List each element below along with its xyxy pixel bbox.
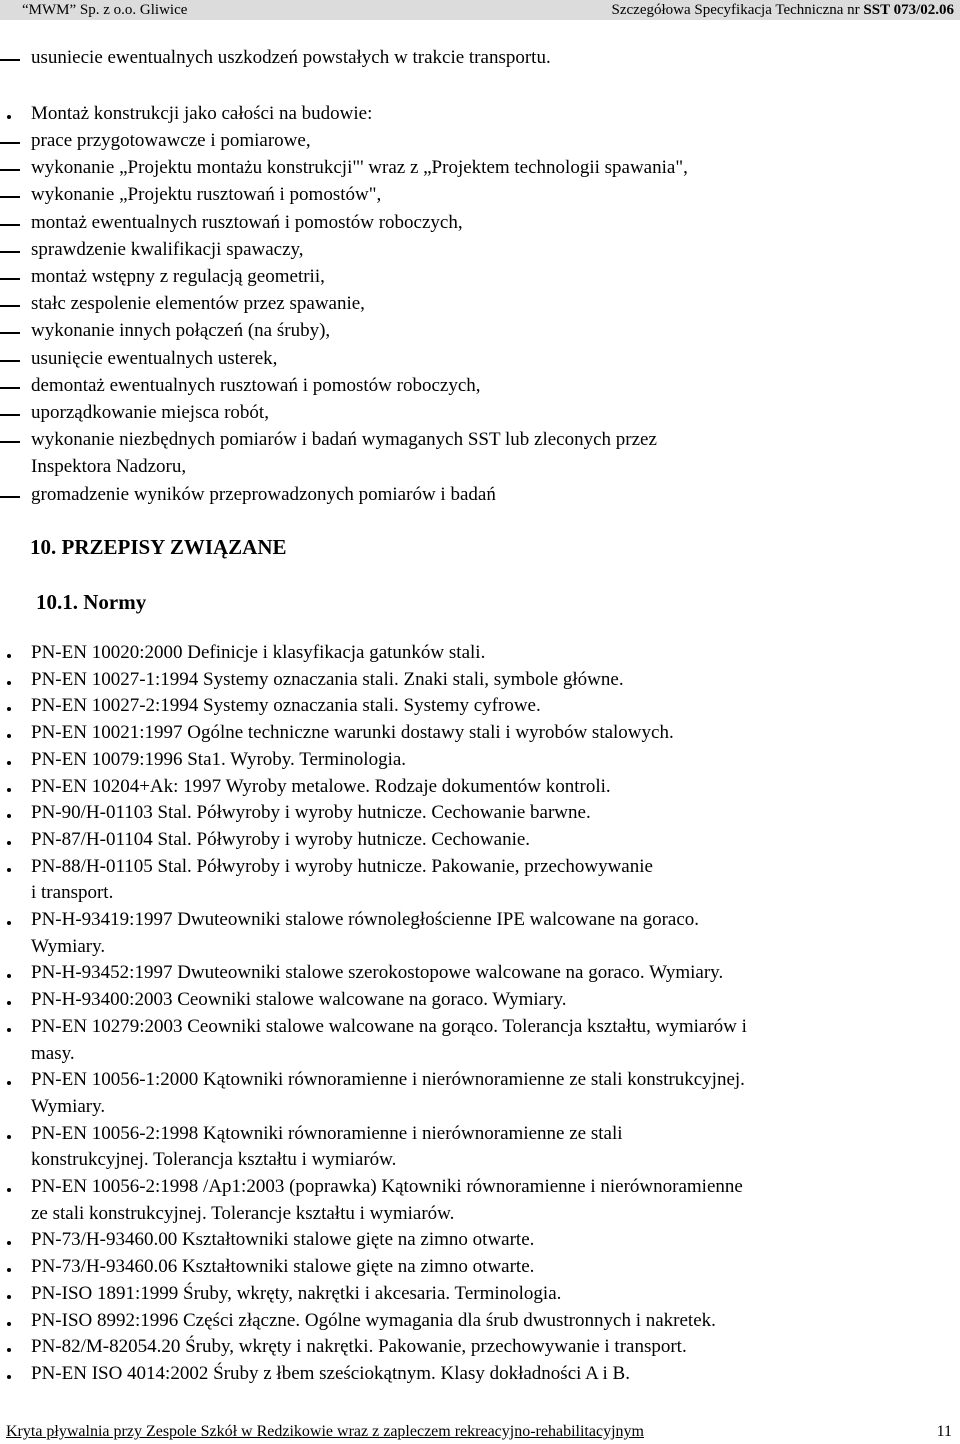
list-item: usunięcie ewentualnych usterek, — [31, 347, 278, 369]
norm-item-continuation: i transport. — [31, 882, 114, 904]
bullet-icon — [7, 788, 11, 792]
dash-marker-icon — [0, 496, 20, 498]
bullet-icon — [7, 654, 11, 658]
dash-marker-icon — [0, 387, 20, 389]
norm-item: PN-EN 10279:2003 Ceowniki stalowe walcowane na gorąco. Tolerancja kształtu, wymiarów i — [31, 1015, 747, 1037]
page-footer — [0, 1420, 960, 1444]
list-item: gromadzenie wyników przeprowadzonych pomiarów i badań — [31, 483, 496, 505]
list-item: wykonanie niezbędnych pomiarów i badań wymaganych SST lub zleconych przez — [31, 429, 657, 451]
bullet-icon — [7, 1295, 11, 1299]
bullet-icon — [7, 1322, 11, 1326]
bullet-icon — [7, 1348, 11, 1352]
list-item: demontaż ewentualnych rusztowań i pomostów roboczych, — [31, 374, 481, 396]
bullet-icon — [7, 707, 11, 711]
norm-item: PN-H-93452:1997 Dwuteowniki stalowe szerokostopowe walcowane na goraco. Wymiary. — [31, 962, 724, 984]
norm-item: PN-EN 10027-2:1994 Systemy oznaczania stali. Systemy cyfrowe. — [31, 695, 541, 717]
dash-marker-icon — [0, 169, 20, 171]
bullet-icon — [7, 1241, 11, 1245]
header-spec — [612, 0, 954, 20]
subsection-heading: 10.1. Normy — [36, 590, 147, 614]
header-spec-prefix: Szczegółowa Specyfikacja Techniczna nr — [611, 2, 864, 18]
bullet-icon — [7, 974, 11, 978]
dash-marker-icon — [0, 224, 20, 226]
bullet-icon — [7, 1001, 11, 1005]
header-spec-code: SST 073/02.06 — [863, 2, 954, 18]
list-item: montaż wstępny z regulacją geometrii, — [31, 266, 325, 287]
footer-project-title: Kryta pływalnia przy Zespole Szkół w Redzikowie wraz z zapleczem rekreacyjno-rehabilitacyjnym — [6, 1423, 644, 1440]
page-header — [0, 0, 960, 20]
norm-item: PN-88/H-01105 Stal. Półwyroby i wyroby hutnicze. Pakowanie, przechowywanie — [31, 855, 653, 877]
norm-item: PN-ISO 8992:1996 Części złączne. Ogólne wymagania dla śrub dwustronnych i nakretek. — [31, 1309, 716, 1331]
bullet-icon — [7, 1188, 11, 1192]
list-item: montaż ewentualnych rusztowań i pomostów roboczych, — [31, 211, 463, 233]
list-item: prace przygotowawcze i pomiarowe, — [31, 130, 311, 151]
norm-item-continuation: Wymiary. — [31, 935, 106, 957]
dash-marker-icon — [0, 196, 20, 198]
dash-marker-icon — [0, 360, 20, 362]
norm-item: PN-EN ISO 4014:2002 Śruby z łbem sześciokątnym. Klasy dokładności A i B. — [31, 1362, 630, 1384]
bullet-icon — [7, 734, 11, 738]
list-item: wykonanie „Projektu montażu konstrukcji"' wraz z „Projektem technologii spawania", — [31, 157, 688, 179]
norm-item: PN-87/H-01104 Stal. Półwyroby i wyroby hutnicze. Cechowanie. — [31, 828, 531, 850]
list-item: stałc zespolenie elementów przez spawanie, — [31, 293, 365, 315]
bullet-icon — [7, 761, 11, 765]
norm-item-continuation: konstrukcyjnej. Tolerancja kształtu i wymiarów. — [31, 1149, 397, 1171]
norm-item: PN-ISO 1891:1999 Śruby, wkręty, nakrętki i akcesaria. Terminologia. — [31, 1282, 562, 1304]
bullet-icon — [7, 1135, 11, 1139]
norm-item: PN-EN 10056-1:2000 Kątowniki równoramienne i nierównoramienne ze stali konstrukcyjnej. — [31, 1069, 745, 1091]
page-number: 11 — [936, 1423, 952, 1440]
norm-item: PN-EN 10056-2:1998 /Ap1:2003 (poprawka) Kątowniki równoramienne i nierównoramienne — [31, 1176, 743, 1197]
list-item: wykonanie innych połączeń (na śruby), — [31, 320, 331, 342]
list-item: sprawdzenie kwalifikacji spawaczy, — [31, 238, 304, 260]
bullet-icon — [7, 1375, 11, 1379]
header-company: “MWM” Sp. z o.o. Gliwice — [22, 2, 188, 18]
bullet-icon — [7, 814, 11, 818]
bullet-icon — [7, 868, 11, 872]
norm-item-continuation: Wymiary. — [31, 1095, 106, 1117]
dash-marker-icon — [0, 251, 20, 253]
dash-marker-icon — [0, 278, 20, 280]
norm-item: PN-H-93400:2003 Ceowniki stalowe walcowane na goraco. Wymiary. — [31, 989, 567, 1011]
norm-item: PN-90/H-01103 Stal. Półwyroby i wyroby hutnicze. Cechowanie barwne. — [31, 802, 591, 824]
bullet-icon — [7, 681, 11, 685]
dash-marker-icon — [0, 59, 20, 61]
norm-item: PN-73/H-93460.06 Kształtowniki stalowe gięte na zimno otwarte. — [31, 1256, 535, 1278]
norm-item: PN-82/M-82054.20 Śruby, wkręty i nakrętki. Pakowanie, przechowywanie i transport. — [31, 1336, 687, 1358]
bullet-icon — [7, 921, 11, 925]
list-item: usuniecie ewentualnych uszkodzeń powstałych w trakcie transportu. — [31, 47, 551, 68]
norm-item-continuation: ze stali konstrukcyjnej. Tolerancje kształtu i wymiarów. — [31, 1202, 455, 1224]
norm-item: PN-EN 10056-2:1998 Kątowniki równoramienne i nierównoramienne ze stali — [31, 1122, 623, 1144]
norm-item: PN-EN 10021:1997 Ogólne techniczne warunki dostawy stali i wyrobów stalowych. — [31, 722, 674, 744]
dash-marker-icon — [0, 414, 20, 416]
norm-item: PN-73/H-93460.00 Kształtowniki stalowe gięte na zimno otwarte. — [31, 1229, 535, 1251]
bullet-icon — [7, 1268, 11, 1272]
norm-item: PN-EN 10020:2000 Definicje i klasyfikacja gatunków stali. — [31, 642, 486, 663]
bullet-icon — [7, 1081, 11, 1085]
dash-marker-icon — [0, 305, 20, 307]
norm-item: PN-EN 10027-1:1994 Systemy oznaczania stali. Znaki stali, symbole główne. — [31, 668, 624, 690]
list-item: uporządkowanie miejsca robót, — [31, 402, 269, 423]
bullet-icon — [7, 1028, 11, 1032]
list-item-continuation: Inspektora Nadzoru, — [31, 456, 187, 478]
dash-marker-icon — [0, 142, 20, 144]
norm-item: PN-H-93419:1997 Dwuteowniki stalowe równoległościenne IPE walcowane na goraco. — [31, 909, 700, 930]
norm-item: PN-EN 10079:1996 Sta1. Wyroby. Terminologia. — [31, 748, 407, 770]
list-item: wykonanie „Projektu rusztowań i pomostów", — [31, 184, 382, 206]
norm-item: PN-EN 10204+Ak: 1997 Wyroby metalowe. Rodzaje dokumentów kontroli. — [31, 775, 611, 797]
dash-marker-icon — [0, 441, 20, 443]
bullet-icon — [7, 115, 11, 119]
norm-item-continuation: masy. — [31, 1042, 75, 1064]
section-heading: 10. PRZEPISY ZWIĄZANE — [30, 535, 287, 559]
list-title: Montaż konstrukcji jako całości na budowie: — [31, 103, 373, 124]
dash-marker-icon — [0, 332, 20, 334]
bullet-icon — [7, 841, 11, 845]
